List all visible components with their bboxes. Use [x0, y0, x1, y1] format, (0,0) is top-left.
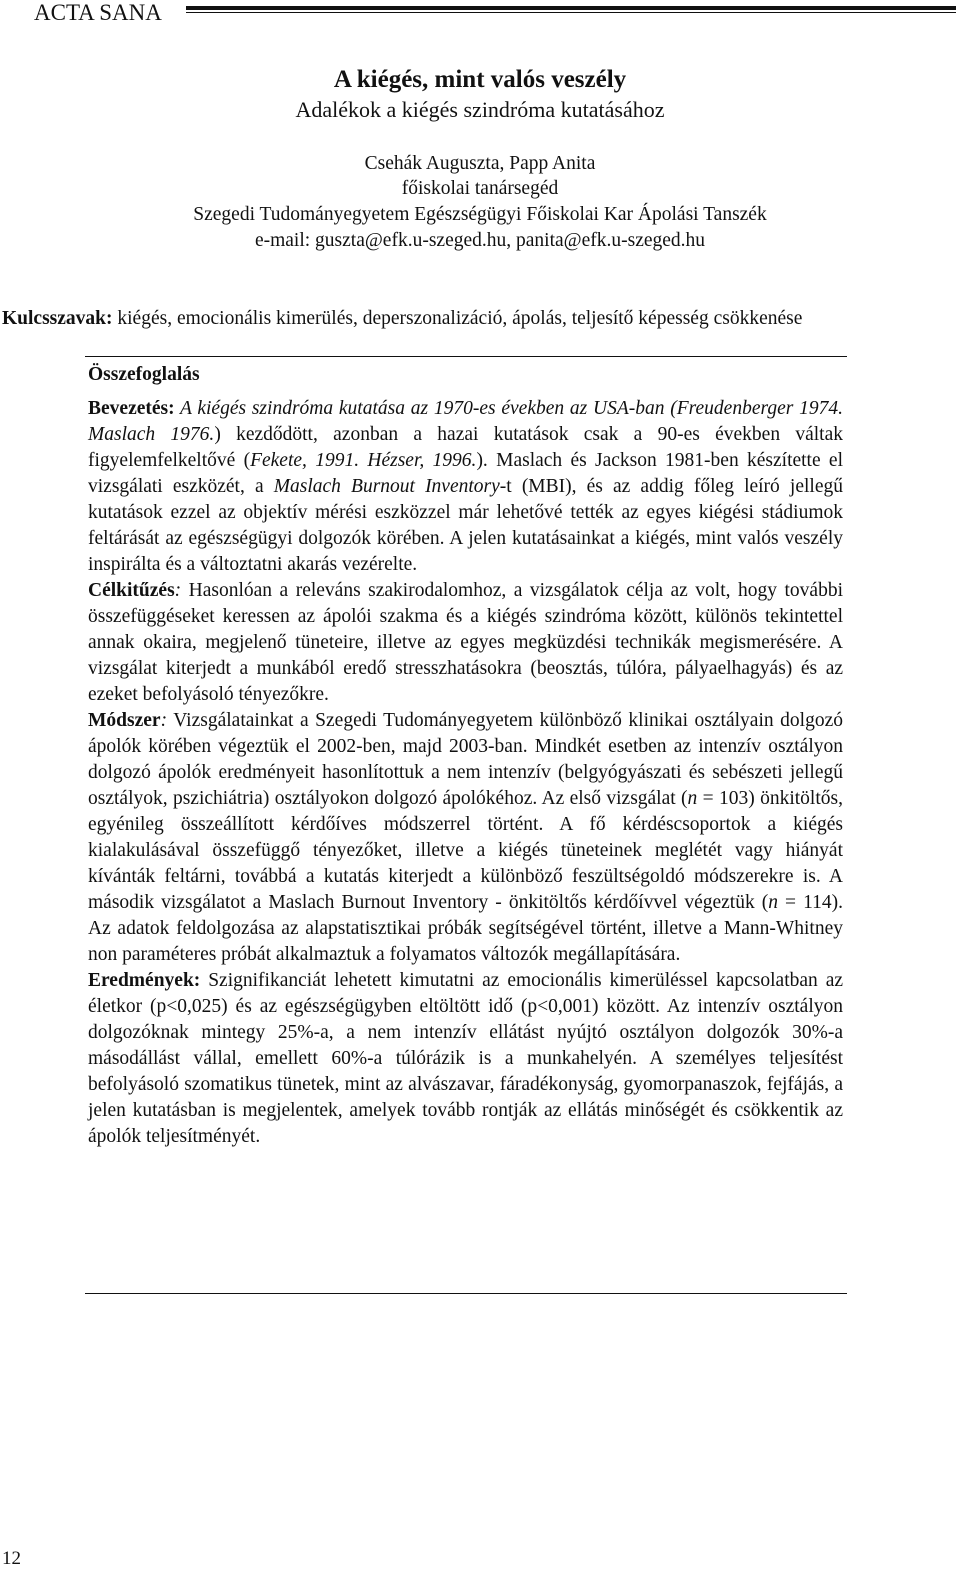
abstract-introduction — [88, 396, 843, 578]
method-text-3: = 114). Az adatok feldolgozása az alapstatisztikai próbák segítségével történt, illetve a Mann-Whitney non paraméteres próbát alkalmaztuk a folyamatos változók megállapítására. — [88, 892, 843, 965]
abstract-body — [88, 396, 843, 1150]
abstract-top-rule — [85, 356, 847, 357]
keywords — [2, 306, 802, 332]
article-subtitle: Adalékok a kiégés szindróma kutatásához — [295, 97, 665, 122]
aim-text: Hasonlóan a releváns szakirodalomhoz, a vizsgálatok célja az volt, hogy további összefüggéseket keressen az ápolói szakma és a kiégés szindróma között, különös tekintettel annak okaira, megjelenő tüneteire, illetve az egyes megküzdési technikák megismerésére. A vizsgálat kiterjedt a munkából eredő stresszhatásokra (beosztás, túlóra, pályaelhagyás) és az ezeket befolyásoló tényezőkre. — [88, 580, 843, 705]
journal-name: ACTA SANA — [34, 0, 162, 25]
abstract-method — [88, 708, 843, 968]
intro-text-3: -t (MBI), és az addig főleg leíró jellegű kutatások ezzel az objektív mérési eszközzel már lehetővé tették az egyes kiégési stádiumok feltárását az egészségügyi dolgozók körében. A jelen kutatásainkat a kiégés, mint valós veszély inspirálta és a változtatni akarás vezérelte. — [88, 476, 843, 575]
intro-text-2: ). Maslach és Jackson 1981-ben készítette el vizsgálati eszközét, a — [88, 450, 844, 497]
abstract-bottom-rule — [85, 1293, 847, 1294]
email-line: e-mail: guszta@efk.u-szeged.hu, panita@efk.u-szeged.hu — [254, 230, 706, 251]
intro-italic-2: Fekete, 1991. Hézser, 1996. — [250, 450, 477, 471]
article-title: A kiégés, mint valós veszély — [333, 66, 627, 93]
method-n-2: n — [768, 892, 778, 913]
author-position: főiskolai tanársegéd — [401, 178, 559, 199]
method-label: Módszer — [88, 710, 161, 731]
results-text: Szignifikanciát lehetett kimutatni az emocionális kimerüléssel kapcsolatban az életkor (p<0,025) és az egészségügyben eltöltött idő (p<0,001) között. Az intenzív osztályon dolgozóknak mintegy 25%-a, a nem intenzív ellátást nyújtó osztályon dolgozók 30%-a másodállást vállal, emellett 60%-a túlórázik is a munkahelyén. A személyes teljesítést befolyásoló szomatikus tünetek, mint az alvászavar, fáradékonyság, gyomorpanaszok, fejfájás, a jelen kutatásban is megjelentek, amelyek tovább rontják az ellátás minőségét és csökkentik az ápolók teljesítményét. — [88, 970, 843, 1147]
abstract-heading: Összefoglalás — [88, 364, 200, 385]
method-colon: : — [160, 710, 168, 731]
intro-italic-3: Maslach Burnout Inventory — [273, 476, 500, 497]
intro-label: Bevezetés: — [88, 398, 175, 419]
header-rule — [186, 6, 956, 10]
keywords-label: Kulcsszavak: — [2, 308, 113, 329]
results-label: Eredmények: — [88, 970, 201, 991]
aim-label: Célkitűzés — [88, 580, 175, 601]
page-number: 12 — [2, 1548, 21, 1569]
intro-italic-1: A kiégés szindróma kutatása az 1970-es években az USA-ban (Freudenberger 1974. Maslach 1976. — [88, 398, 843, 445]
method-text-2: = 103) önkitöltős, egyénileg összeállított kérdőíves módszerrel történt. A fő kérdéscsoportok a kiégés kialakulásával összefüggő tényezőket, illetve a kiégés tüneteinek meglétét vagy hiányát kívánták feltárni, továbbá a kutatás kiterjedt a különböző feszültségoldó módszerekre is. A második vizsgálatot a Maslach Burnout Inventory - önkitöltős kérdőívvel végeztük ( — [88, 788, 843, 913]
aim-colon: : — [174, 580, 182, 601]
abstract-aim — [88, 578, 843, 708]
abstract-results — [88, 968, 843, 1150]
keywords-text: kiégés, emocionális kimerülés, deperszonalizáció, ápolás, teljesítő képesség csökkenése — [112, 308, 803, 329]
header-rule-thin — [186, 12, 956, 13]
authors: Csehák Auguszta, Papp Anita — [364, 153, 596, 174]
intro-text-1: ) kezdődött, azonban a hazai kutatások csak a 90-es években váltak figyelemfelkeltővé ( — [88, 424, 843, 471]
method-n-1: n — [687, 788, 698, 809]
affiliation: Szegedi Tudományegyetem Egészségügyi Főiskolai Kar Ápolási Tanszék — [193, 204, 767, 225]
method-text-1: Vizsgálatainkat a Szegedi Tudományegyetem különböző klinikai osztályain dolgozó ápolók körében végeztük el 2002-ben, majd 2003-ban. Mindkét esetben az intenzív osztályon dolgozó ápolók eredményeit hasonlítottuk a nem intenzív (belgyógyászati és sebészeti jellegű osztályok, pszichiátria) osztályokon dolgozó ápolókéhoz. Az első vizsgálat ( — [88, 710, 843, 809]
